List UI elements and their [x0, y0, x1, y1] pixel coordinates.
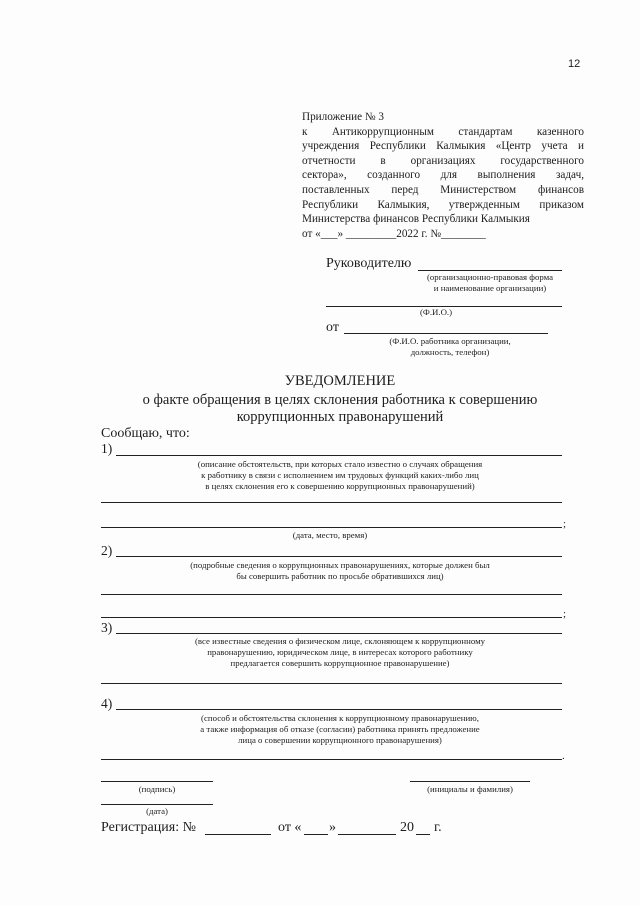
- registration-from-label: от «: [278, 820, 302, 835]
- item-2-line[interactable]: [116, 556, 562, 557]
- item-3-line[interactable]: [116, 633, 562, 634]
- annex-line: отчетности в организациях государственного: [302, 154, 584, 167]
- item-3-number: 3): [101, 620, 113, 635]
- item-1-hint: (описание обстоятельств, при которых стало известно о случаях обращения к работнику в связи с исполнением им трудовых функций каких-либо лиц в целях склонения его к совершению коррупционных правонарушений): [197, 459, 483, 492]
- item-2-line-3[interactable]: [101, 617, 562, 618]
- annex-line: Республики Калмыкия, утвержденным приказом: [302, 198, 584, 211]
- document-subtitle-1: о факте обращения в целях склонения работника к совершению: [142, 392, 538, 408]
- item-3-line-2[interactable]: [101, 683, 562, 684]
- item-1-line[interactable]: [116, 455, 562, 456]
- initials-line[interactable]: [410, 781, 530, 782]
- item-2-line-2[interactable]: [101, 594, 562, 595]
- annex-line: Приложение № 3: [302, 111, 384, 123]
- date-line[interactable]: [101, 804, 213, 805]
- item-1-line-3[interactable]: [101, 527, 562, 528]
- item-3-hint: (все известные сведения о физическом лице, склоняющем к коррупционному правонарушению, юридическом лице, в интересах которого работнику предлагается совершить коррупционное правонарушение): [194, 636, 486, 669]
- annex-line: поставленных перед Министерством финансов: [302, 183, 584, 196]
- registration-year-prefix: 20: [400, 820, 414, 835]
- item-4-line-2[interactable]: [101, 759, 562, 760]
- registration-day-field[interactable]: [304, 834, 328, 835]
- fio-hint: (Ф.И.О.): [419, 307, 453, 317]
- signature-hint: (подпись): [138, 784, 176, 794]
- date-hint: (дата): [146, 806, 168, 816]
- registration-close-quote: »: [329, 820, 336, 835]
- registration-number-field[interactable]: [205, 834, 271, 835]
- annex-line: к Антикоррупционным стандартам казенного: [302, 125, 584, 138]
- intro-text: Сообщаю, что:: [101, 426, 190, 441]
- document-subtitle-2: коррупционных правонарушений: [236, 409, 444, 425]
- registration-month-field[interactable]: [338, 834, 396, 835]
- item-1-number: 1): [101, 441, 113, 456]
- initials-hint: (инициалы и фамилия): [427, 784, 513, 794]
- org-hint: (организационно-правовая форма и наименование организации): [426, 272, 554, 293]
- from-label: от: [326, 320, 339, 335]
- annex-block: [302, 110, 584, 241]
- addressee-label: Руководителю: [326, 256, 412, 271]
- signature-line[interactable]: [101, 781, 213, 782]
- registration-year-suffix: г.: [434, 820, 442, 835]
- item-4-number: 4): [101, 696, 113, 711]
- item-1-date-hint: (дата, место, время): [292, 530, 368, 540]
- annex-line: Министерства финансов Республики Калмыкия: [302, 213, 530, 226]
- page-number: 12: [568, 58, 581, 70]
- document-title: УВЕДОМЛЕНИЕ: [284, 373, 396, 389]
- annex-line: от «___» _________2022 г. №________: [302, 227, 486, 240]
- registration-year-field[interactable]: [416, 834, 430, 835]
- from-line[interactable]: [344, 333, 548, 334]
- item-1-line-2[interactable]: [101, 502, 562, 503]
- annex-line: сектора», созданного для выполнения задач,: [302, 169, 584, 182]
- annex-line: учреждения Республики Калмыкия «Центр учета и: [302, 140, 584, 153]
- item-4-hint: (способ и обстоятельства склонения к коррупционному правонарушению, а также информация об отказе (согласии) работника принять предложение лица о совершении коррупционного правонарушения): [200, 713, 480, 746]
- item-1-semicolon: ;: [563, 518, 567, 530]
- item-2-semicolon: ;: [563, 608, 567, 620]
- addressee-line[interactable]: [418, 270, 562, 271]
- item-2-hint: (подробные сведения о коррупционных правонарушениях, которые должен был бы совершить работник по просьбе обратившихся лиц): [190, 560, 490, 582]
- item-4-period: .: [562, 750, 565, 762]
- item-4-line[interactable]: [116, 709, 562, 710]
- item-2-number: 2): [101, 543, 113, 558]
- from-hint: (Ф.И.О. работника организации, должность, телефон): [389, 336, 511, 357]
- registration-label: Регистрация: №: [101, 820, 196, 835]
